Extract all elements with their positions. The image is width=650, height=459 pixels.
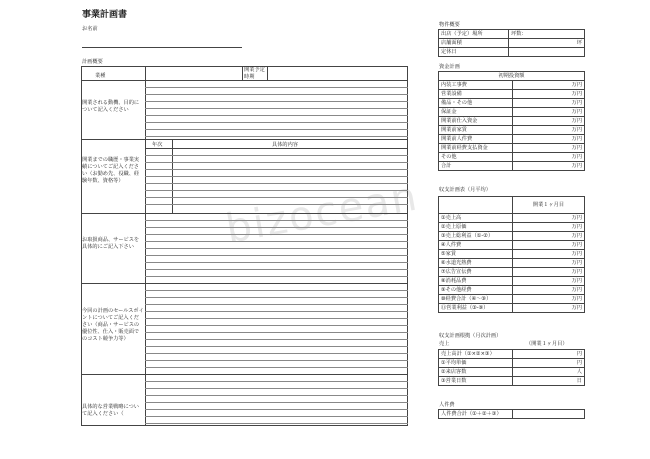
business-type-label: 業種 [95,73,106,79]
writing-line[interactable] [145,108,408,109]
writing-line[interactable] [145,136,408,137]
income-row-value[interactable]: 万円 [513,286,585,295]
income-row-label: ⑪営業利益（③-⑨） [439,304,513,313]
writing-line[interactable] [145,262,408,263]
funding-row[interactable] [439,162,585,171]
personnel-table [438,409,585,419]
income-header: 開業１ヶ月目 [513,197,585,214]
income-row[interactable] [439,232,585,241]
funding-row-value[interactable]: 万円 [513,99,585,108]
funding-row[interactable] [439,81,585,90]
income-row[interactable] [439,277,585,286]
income-row[interactable] [439,304,585,313]
watermark: bizocean [222,173,422,253]
funding-row-label: 保証金 [439,108,513,117]
writing-line[interactable] [145,276,408,277]
basis-row-label: ③営業日数 [439,377,513,386]
basis-sales-label: 売上 [439,341,450,347]
income-row-value[interactable]: 万円 [513,304,585,313]
funding-row-label: その他 [439,153,513,162]
writing-line[interactable] [145,204,408,205]
writing-line[interactable] [145,122,408,123]
writing-line[interactable] [145,332,408,333]
writing-line[interactable] [145,162,408,163]
income-row-value[interactable]: 万円 [513,295,585,304]
income-row[interactable] [439,259,585,268]
writing-line[interactable] [145,241,408,242]
income-row-label: ⑥水道光熱費 [439,259,513,268]
funding-row-value[interactable]: 万円 [513,135,585,144]
writing-line[interactable] [145,360,408,361]
funding-row[interactable] [439,126,585,135]
income-row-label: ④人件費 [439,241,513,250]
basis-header: （開業１ヶ月目） [526,341,568,347]
writing-line[interactable] [145,227,408,228]
writing-line[interactable] [145,381,408,382]
basis-row[interactable] [439,368,585,377]
funding-row-value[interactable]: 万円 [513,81,585,90]
funding-row[interactable] [439,135,585,144]
writing-line[interactable] [145,183,408,184]
funding-row[interactable] [439,99,585,108]
funding-row-value[interactable]: 万円 [513,162,585,171]
income-row[interactable] [439,223,585,232]
writing-line[interactable] [145,234,408,235]
writing-line[interactable] [145,297,408,298]
funding-row-label: 開業前仕入資金 [439,117,513,126]
section-line-2 [81,213,408,214]
overview-label: 計画概要 [82,59,103,65]
year-header: 年次 [152,142,163,148]
income-row-value[interactable]: 万円 [513,232,585,241]
funding-row-label: 内装工事費 [439,81,513,90]
funding-row-label: 開業前経費支払資金 [439,144,513,153]
writing-line[interactable] [145,339,408,340]
funding-row-value[interactable]: 万円 [513,117,585,126]
income-row-label: ①売上高 [439,214,513,223]
personnel-label: 人件費 [439,402,455,408]
funding-row[interactable] [439,144,585,153]
section-line-4 [81,374,408,375]
writing-line[interactable] [145,129,408,130]
writing-line[interactable] [145,311,408,312]
basis-row-value[interactable]: 人 [513,368,585,377]
writing-line[interactable] [145,290,408,291]
property-row[interactable] [439,39,585,48]
career-header-line [145,148,408,149]
personnel-row-value[interactable] [513,410,585,419]
section-line-3 [81,283,408,284]
sales-point-label: 今回の計画のセールスポイントについてご記入ください（商品・サービスの優位性、仕入・販売面でのコスト競争力等） [82,308,144,342]
property-row-label: 出店（予定）場所 [439,30,509,39]
basis-row-value[interactable]: 円 [513,359,585,368]
writing-line[interactable] [145,269,408,270]
income-table [438,196,585,313]
writing-line[interactable] [145,115,408,116]
writing-line[interactable] [145,255,408,256]
income-row-label: ⑧消耗品費 [439,277,513,286]
funding-row[interactable] [439,90,585,99]
funding-row[interactable] [439,108,585,117]
income-row-value[interactable]: 万円 [513,241,585,250]
writing-line[interactable] [145,402,408,403]
writing-line[interactable] [145,395,408,396]
basis-row-label: ②来店客数 [439,368,513,377]
writing-line[interactable] [145,190,408,191]
strategy-label: 具体的な営業戦略について記入ください（ [82,404,139,417]
writing-line[interactable] [145,416,408,417]
income-row-label: ⑦広告宣伝費 [439,268,513,277]
detail-header: 具体的内容 [272,142,298,148]
basis-row-label: ①平均単価 [439,359,513,368]
writing-line[interactable] [145,318,408,319]
writing-line[interactable] [145,423,408,424]
funding-header: 初期投資額 [439,72,585,81]
income-row[interactable] [439,250,585,259]
property-row-value [509,48,585,57]
funding-row-label: 営業設備 [439,90,513,99]
funding-row-label: 合計 [439,162,513,171]
personnel-row[interactable] [439,410,585,419]
name-label: お名前 [82,26,98,32]
funding-label: 資金計画 [439,64,460,70]
motive-label: 開業される動機、目的について記入ください [82,100,140,113]
header-divider-1 [242,66,243,80]
start-date-label: 開業予定時期 [244,67,265,80]
writing-line[interactable] [145,94,408,95]
basis-row[interactable] [439,350,585,359]
funding-row[interactable] [439,153,585,162]
funding-row-value[interactable]: 万円 [513,153,585,162]
funding-row-value[interactable]: 万円 [513,90,585,99]
income-row-label: ③売上総利益（①-②） [439,232,513,241]
basis-label: 収支計画根拠（月次計画） [439,333,502,339]
property-row-label: 定休日 [439,48,509,57]
property-row[interactable] [439,48,585,57]
funding-row-value[interactable]: 万円 [513,108,585,117]
income-row[interactable] [439,214,585,223]
income-row-value[interactable]: 万円 [513,277,585,286]
property-row[interactable] [439,30,585,39]
writing-line[interactable] [145,155,408,156]
writing-line[interactable] [145,176,408,177]
personnel-row-label: 人件費合計（①＋②＋③） [439,410,513,419]
writing-line[interactable] [145,409,408,410]
writing-line[interactable] [145,388,408,389]
income-row-value[interactable]: 万円 [513,259,585,268]
overview-divider [145,66,146,426]
writing-line[interactable] [145,367,408,368]
property-table [438,29,585,57]
income-row-label: ⑤家賃 [439,250,513,259]
income-row-value[interactable]: 万円 [513,223,585,232]
income-row-label: ⑩経費合計（④～⑨） [439,295,513,304]
income-row-value[interactable]: 万円 [513,214,585,223]
writing-line[interactable] [145,169,408,170]
income-row-value[interactable]: 万円 [513,250,585,259]
writing-line[interactable] [145,248,408,249]
funding-row-label: 開業前家賃 [439,126,513,135]
income-row-value[interactable]: 万円 [513,268,585,277]
funding-table [438,71,585,171]
income-row[interactable] [439,286,585,295]
basis-row[interactable] [439,377,585,386]
income-row-label: ⑨その他経費 [439,286,513,295]
basis-row-value[interactable]: 円 [513,350,585,359]
writing-line[interactable] [145,353,408,354]
property-row-value: 坪 [509,39,585,48]
products-label: お取扱商品、サービスを具体的にご記入下さい [82,237,140,250]
header-row-line [81,80,408,81]
writing-line[interactable] [145,304,408,305]
funding-row-value[interactable]: 万円 [513,126,585,135]
income-row[interactable] [439,295,585,304]
basis-row[interactable] [439,359,585,368]
funding-row-label: 備品・その他 [439,99,513,108]
writing-line[interactable] [145,87,408,88]
income-row[interactable] [439,241,585,250]
funding-row-label: 開業前人件費 [439,135,513,144]
property-label: 物件概要 [439,22,460,28]
basis-row-value[interactable]: 日 [513,377,585,386]
writing-line[interactable] [145,197,408,198]
income-row[interactable] [439,268,585,277]
basis-table [438,349,585,386]
income-row-label: ②売上原価 [439,223,513,232]
basis-row-label: 売上高計（①×②×③） [439,350,513,359]
writing-line[interactable] [145,346,408,347]
career-label: 開業までの職歴・事業実績についてご記入ください（お勤め先、役職、経験年数、資格等） [82,157,140,184]
writing-line[interactable] [145,220,408,221]
writing-line[interactable] [145,101,408,102]
funding-row-value[interactable]: 万円 [513,144,585,153]
page-title: 事業計画書 [82,10,128,20]
property-row-value: 坪数： [509,30,585,39]
header-divider-2 [267,66,268,80]
writing-line[interactable] [145,325,408,326]
name-underline[interactable] [82,47,242,48]
funding-row[interactable] [439,117,585,126]
property-row-label: 店舗面積 [439,39,509,48]
section-line-1 [81,139,408,140]
income-label: 収支計画表（月平均） [439,187,491,193]
